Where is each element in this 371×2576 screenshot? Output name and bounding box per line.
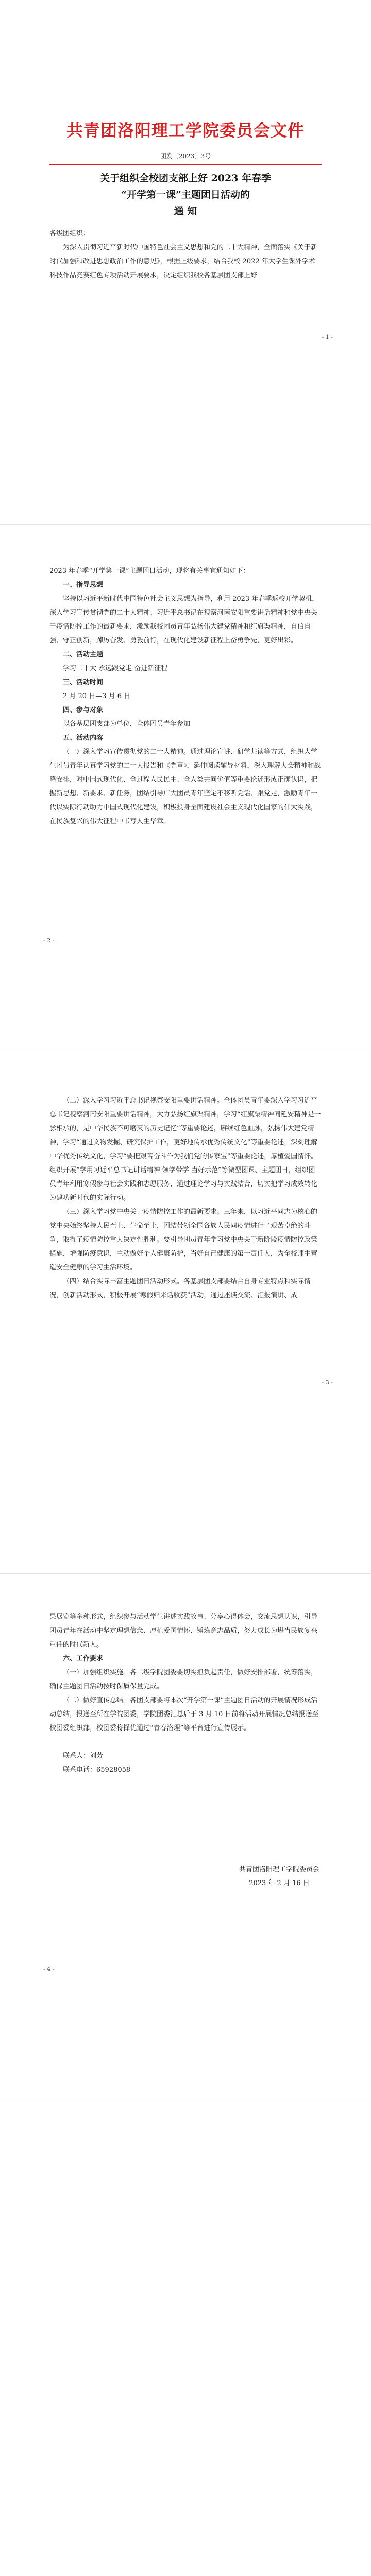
signature-org: 共青团洛阳理工学院委员会 [239,1866,319,1873]
page-number: - 3 - [322,1379,333,1386]
page-number: - 4 - [43,1965,55,1972]
requirement-item: （二）做好宣传总结。各团支部要将本次“开学第一课”主题团日活动的开展情况形成活动总结，报送至所在学院团委，学院团委汇总后于 3 月 10 日前将活动开展情况总结报送至校团委组织部，校团委将择优通过“青春洛理”等平台进行宣传展示。 [49,1697,319,1732]
section-heading: 一、指导思想 [63,581,104,589]
section-body: 坚持以习近平新时代中国特色社会主义思想为指导，利用 2023 年春季返校开学契机，深入学习宣传贯彻党的二十大精神、习近平总书记在视察河南安阳重要讲话精神和党中央关于疫情防控工作的最新要求，激励我校团员青年弘扬伟大建党精神和红旗渠精神，自信自强、守正创新，踔厉奋发、勇毅前行，在现代化建设新征程上奋勇争先，更好出彩。 [49,595,319,645]
section-heading: 六、工作要求 [63,1655,104,1663]
signature-block [239,1862,319,1890]
activity-item: （二）深入学习习近平总书记视察安阳重要讲话精神。全体团员青年要深入学习习近平总书记视察河南安阳重要讲话精神，大力弘扬红旗渠精神，学习“红旗渠精神同延安精神是一脉相承的，是中华民族不可磨灭的历史记忆”等重要论述，赓续红色血脉，弘扬伟大建党精神，学习“通过文物发掘、研究保护工作，更好地传承优秀传统文化”等重要论述，深刻理解中华优秀传统文化，学习“要把艰苦奋斗作为我们党的传家宝”等重要论述，厚植爱国情怀。组织开展“学用习近平总书记讲话精神 领学带学 当好示范”等微型团课、主题团日，组织团员青年利用寒假参与社会实践和志愿服务，通过理论学习与实践结合，切实把学习成效转化为建功新时代的实际行动。 [49,1097,321,1202]
signature-date: 2023 年 2 月 16 日 [249,1879,310,1887]
intro-paragraph: 为深入贯彻习近平新时代中国特色社会主义思想和党的二十大精神，全面落实《关于新时代加强和改进思想政治工作的意见》，根据上级要求，结合我校 2022 年大学生课外学术科技作品竞赛红色专项活动开展要求，决定组织我校各基层团支部上好 [49,244,318,279]
document-page-5 [0,2098,371,2576]
requirement-item: （一）加强组织实施。各二级学院团委要切实担负起责任，做好安排部署，统筹落实，确保主题团日活动按时保质保量完成。 [49,1669,318,1690]
notice-title-line2: “开学第一课”主题团日活动的 [121,189,250,200]
page3-body [49,1094,322,1302]
doc-number: 团发〔2023〕3号 [160,152,211,160]
activity-item: （三）深入学习党中央关于疫情防控工作的最新要求。三年来，以习近平同志为核心的党中央始终坚持人民至上、生命至上，团结带领全国各族人民同疫情进行了艰苦卓绝的斗争，取得了疫情防控重大决定性胜利。要引导团员青年学习党中央关于新阶段疫情防控政策措施，增强防疫意识，主动做好个人健康防护，当好自己健康的第一责任人，为全校师生营造安全健康的学习生活环境。 [49,1208,318,1272]
contact-name: 联系人：刘芳 [63,1752,104,1760]
notice-title [0,170,371,219]
contact-phone: 联系电话：65928058 [63,1766,131,1774]
notice-title-line3: 通 知 [174,206,197,217]
page-number: - 2 - [43,937,55,944]
activity-item-continuation: 果展览等多种形式，组织参与活动学生讲述实践故事、分享心得体会，交流思想认识，引导团员青年在活动中坚定理想信念、厚植爱国情怀、锤炼意志品质，努力成长为堪当民族复兴重任的时代新人。 [49,1613,318,1649]
section-heading: 四、参与对象 [63,706,104,714]
document-page-4 [0,1573,371,2098]
section-body: 学习二十大 永远跟党走 奋进新征程 [63,665,168,672]
page2-body [49,564,322,828]
page-number: - 1 - [322,334,333,341]
section-heading: 五、活动内容 [63,734,104,742]
intro-continuation: 2023 年春季“开学第一课”主题团日活动，现将有关事宜通知如下： [49,567,250,575]
section-heading: 三、活动时间 [63,679,104,686]
page4-body [49,1610,322,1777]
activity-item: （四）结合实际丰富主题团日活动形式。各基层团支部要结合自身专业特点和实际情况，创新活动形式，积极开展“寒假归来话收获”活动，通过座谈交流、汇报演讲、成 [49,1278,311,1299]
section-heading: 二、活动主题 [63,651,104,658]
document-page-1 [0,0,371,524]
greeting: 各级团组织： [49,230,90,238]
org-header-title: 共青团洛阳理工学院委员会文件 [66,121,305,140]
page1-body [49,227,322,282]
document-page-2 [0,524,371,1049]
section-body: 以各基层团支部为单位，全体团员青年参加 [63,720,191,728]
red-divider [49,164,322,165]
notice-title-line1: 关于组织全校团支部上好 2023 年春季 [99,173,272,184]
activity-item: （一）深入学习宣传贯彻党的二十大精神。通过理论宣讲、研学共读等方式，组织大学生团员青年认真学习党的二十大报告和《党章》，延伸阅读辅导材料，深入理解大会精神和战略安排，对中国式现代化、全过程人民民主、全人类共同价值等重要论述形成正确认识，把握新思想、新要求、新任务，团结引导广大团员青年坚定不移听党话、跟党走，激励青年一代以实际行动助力中国式现代化建设，积极投身全面建设社会主义现代化国家的伟大实践，在民族复兴的伟大征程中书写人生华章。 [49,748,321,825]
document-page-3 [0,1049,371,1573]
section-body: 2 月 20 日—3 月 6 日 [63,692,131,700]
